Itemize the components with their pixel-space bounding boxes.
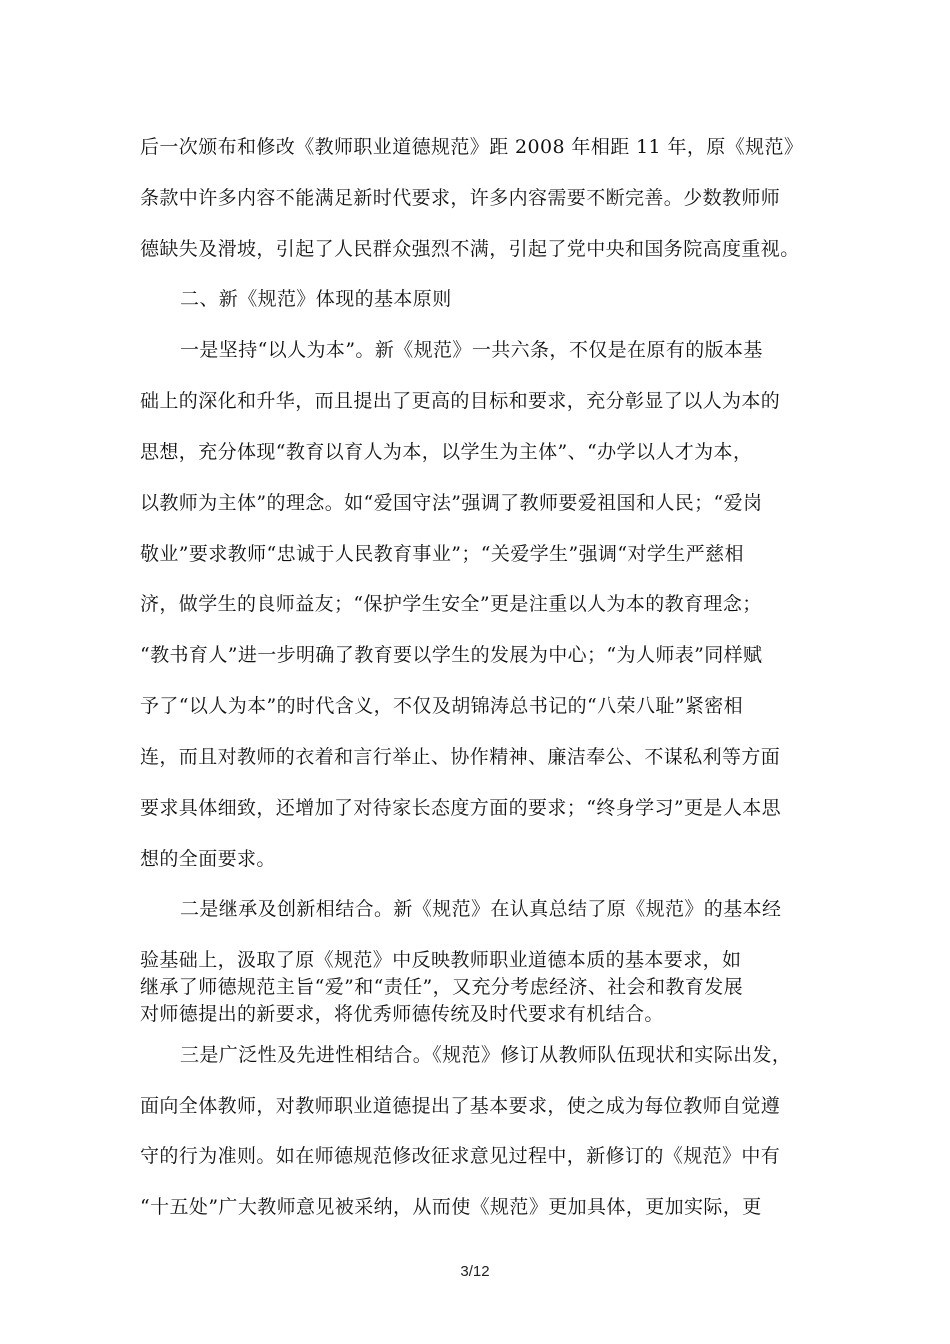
text-line: 要求具体细致，还增加了对待家长态度方面的要求；“终身学习”更是人本思 [140, 797, 782, 819]
text-line: 想的全面要求。 [140, 848, 276, 870]
text-line: 后一次颁布和修改《教师职业道德规范》距 2008 年相距 11 年，原《规范》 [140, 136, 804, 158]
text-line: 二是继承及创新相结合。新《规范》在认真总结了原《规范》的基本经 [180, 898, 782, 920]
text-line: 验基础上，汲取了原《规范》中反映教师职业道德本质的基本要求，如 [140, 949, 742, 971]
text-line: “教书育人”进一步明确了教育要以学生的发展为中心；“为人师表”同样赋 [140, 644, 763, 666]
text-line: 一是坚持“以人为本”。新《规范》一共六条，不仅是在原有的版本基 [180, 339, 763, 361]
text-line: 守的行为准则。如在师德规范修改征求意见过程中，新修订的《规范》中有 [140, 1145, 781, 1167]
text-line: 继承了师德规范主旨“爱”和“责任”，又充分考虑经济、社会和教育发展 [140, 976, 744, 998]
text-line: 面向全体教师，对教师职业道德提出了基本要求，使之成为每位教师自觉遵 [140, 1095, 781, 1117]
text-line: 以教师为主体”的理念。如“爱国守法”强调了教师要爱祖国和人民；“爱岗 [140, 492, 763, 514]
text-line: 德缺失及滑坡，引起了人民群众强烈不满，引起了党中央和国务院高度重视。 [140, 238, 800, 260]
text-line: 条款中许多内容不能满足新时代要求，许多内容需要不断完善。少数教师师 [140, 187, 781, 209]
text-line: 思想，充分体现“教育以育人为本，以学生为主体”、“办学以人才为本， [140, 441, 753, 463]
section-heading: 二、新《规范》体现的基本原则 [180, 288, 452, 310]
text-line: “十五处”广大教师意见被采纳，从而使《规范》更加具体，更加实际，更 [140, 1196, 762, 1218]
text-line: 础上的深化和升华，而且提出了更高的目标和要求，充分彰显了以人为本的 [140, 390, 781, 412]
text-line: 予了“以人为本”的时代含义，不仅及胡锦涛总书记的“八荣八耻”紧密相 [140, 695, 744, 717]
text-line: 对师德提出的新要求，将优秀师德传统及时代要求有机结合。 [140, 1003, 664, 1025]
text-line: 济，做学生的良师益友；“保护学生安全”更是注重以人为本的教育理念； [140, 593, 762, 615]
text-line: 连，而且对教师的衣着和言行举止、协作精神、廉洁奉公、不谋私利等方面 [140, 746, 781, 768]
text-line: 敬业”要求教师“忠诚于人民教育事业”；“关爱学生”强调“对学生严慈相 [140, 543, 744, 565]
page-number: 3/12 [460, 1263, 490, 1280]
text-line: 三是广泛性及先进性相结合。《规范》修订从教师队伍现状和实际出发， [180, 1044, 792, 1066]
